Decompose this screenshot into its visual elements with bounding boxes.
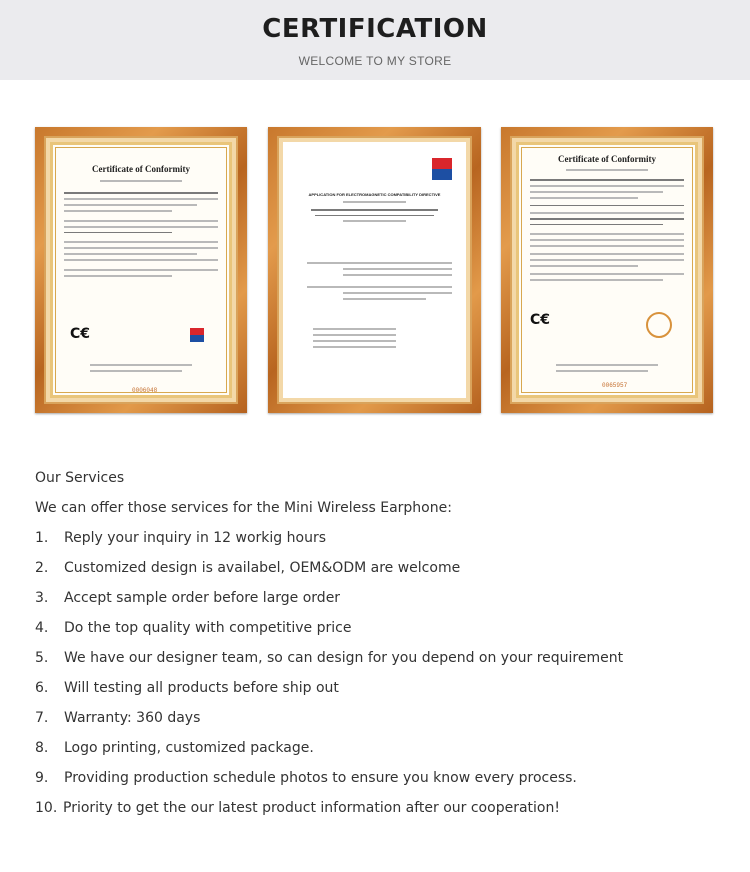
ce-mark-icon: C€	[530, 312, 551, 328]
list-item: 8. Logo printing, customized package.	[35, 740, 314, 756]
certificate-heading-2: APPLICATION FOR ELECTROMAGNETIC COMPATIBILITY DIRECTIVE	[308, 192, 441, 197]
certificate-paper-3	[516, 142, 698, 398]
certificate-serial-3: 0065957	[602, 382, 628, 389]
services-list	[35, 523, 725, 823]
ce-mark-icon: C€	[70, 326, 91, 342]
list-item: 7. Warranty: 360 days	[35, 710, 201, 726]
certification-header	[0, 0, 750, 80]
list-item: 3. Accept sample order before large order	[35, 590, 341, 606]
page-subtitle: WELCOME TO MY STORE	[298, 54, 452, 68]
certificate-gallery	[0, 80, 750, 420]
list-item: 6. Will testing all products before ship out	[35, 680, 339, 696]
page-title: CERTIFICATION	[262, 14, 488, 44]
certificate-frame-3[interactable]	[501, 127, 713, 413]
list-item: 4. Do the top quality with competitive price	[35, 620, 352, 636]
certificate-frame-1[interactable]	[35, 127, 247, 413]
certificate-frame-2[interactable]	[268, 127, 481, 413]
alpha-logo-icon	[190, 328, 204, 342]
list-item: 1. Reply your inquiry in 12 workig hours	[35, 530, 327, 546]
list-item: 9. Providing production schedule photos to ensure you know every process.	[35, 770, 577, 786]
certificate-paper-1	[50, 142, 232, 398]
services-heading: Our Services	[35, 470, 125, 486]
certificate-serial-1: 0006048	[132, 387, 158, 394]
alpha-logo-icon	[432, 158, 452, 180]
certificate-heading-1: Certificate of Conformity	[92, 164, 190, 174]
services-intro: We can offer those services for the Mini Wireless Earphone:	[35, 500, 452, 516]
list-item: 2. Customized design is availabel, OEM&ODM are welcome	[35, 560, 461, 576]
certificate-heading-3: Certificate of Conformity	[558, 154, 656, 164]
services-section	[35, 463, 725, 823]
list-item: 10. Priority to get the our latest product information after our cooperation!	[35, 800, 560, 816]
certificate-paper-2	[283, 142, 466, 398]
seal-icon	[646, 312, 672, 338]
list-item: 5. We have our designer team, so can design for you depend on your requirement	[35, 650, 624, 666]
